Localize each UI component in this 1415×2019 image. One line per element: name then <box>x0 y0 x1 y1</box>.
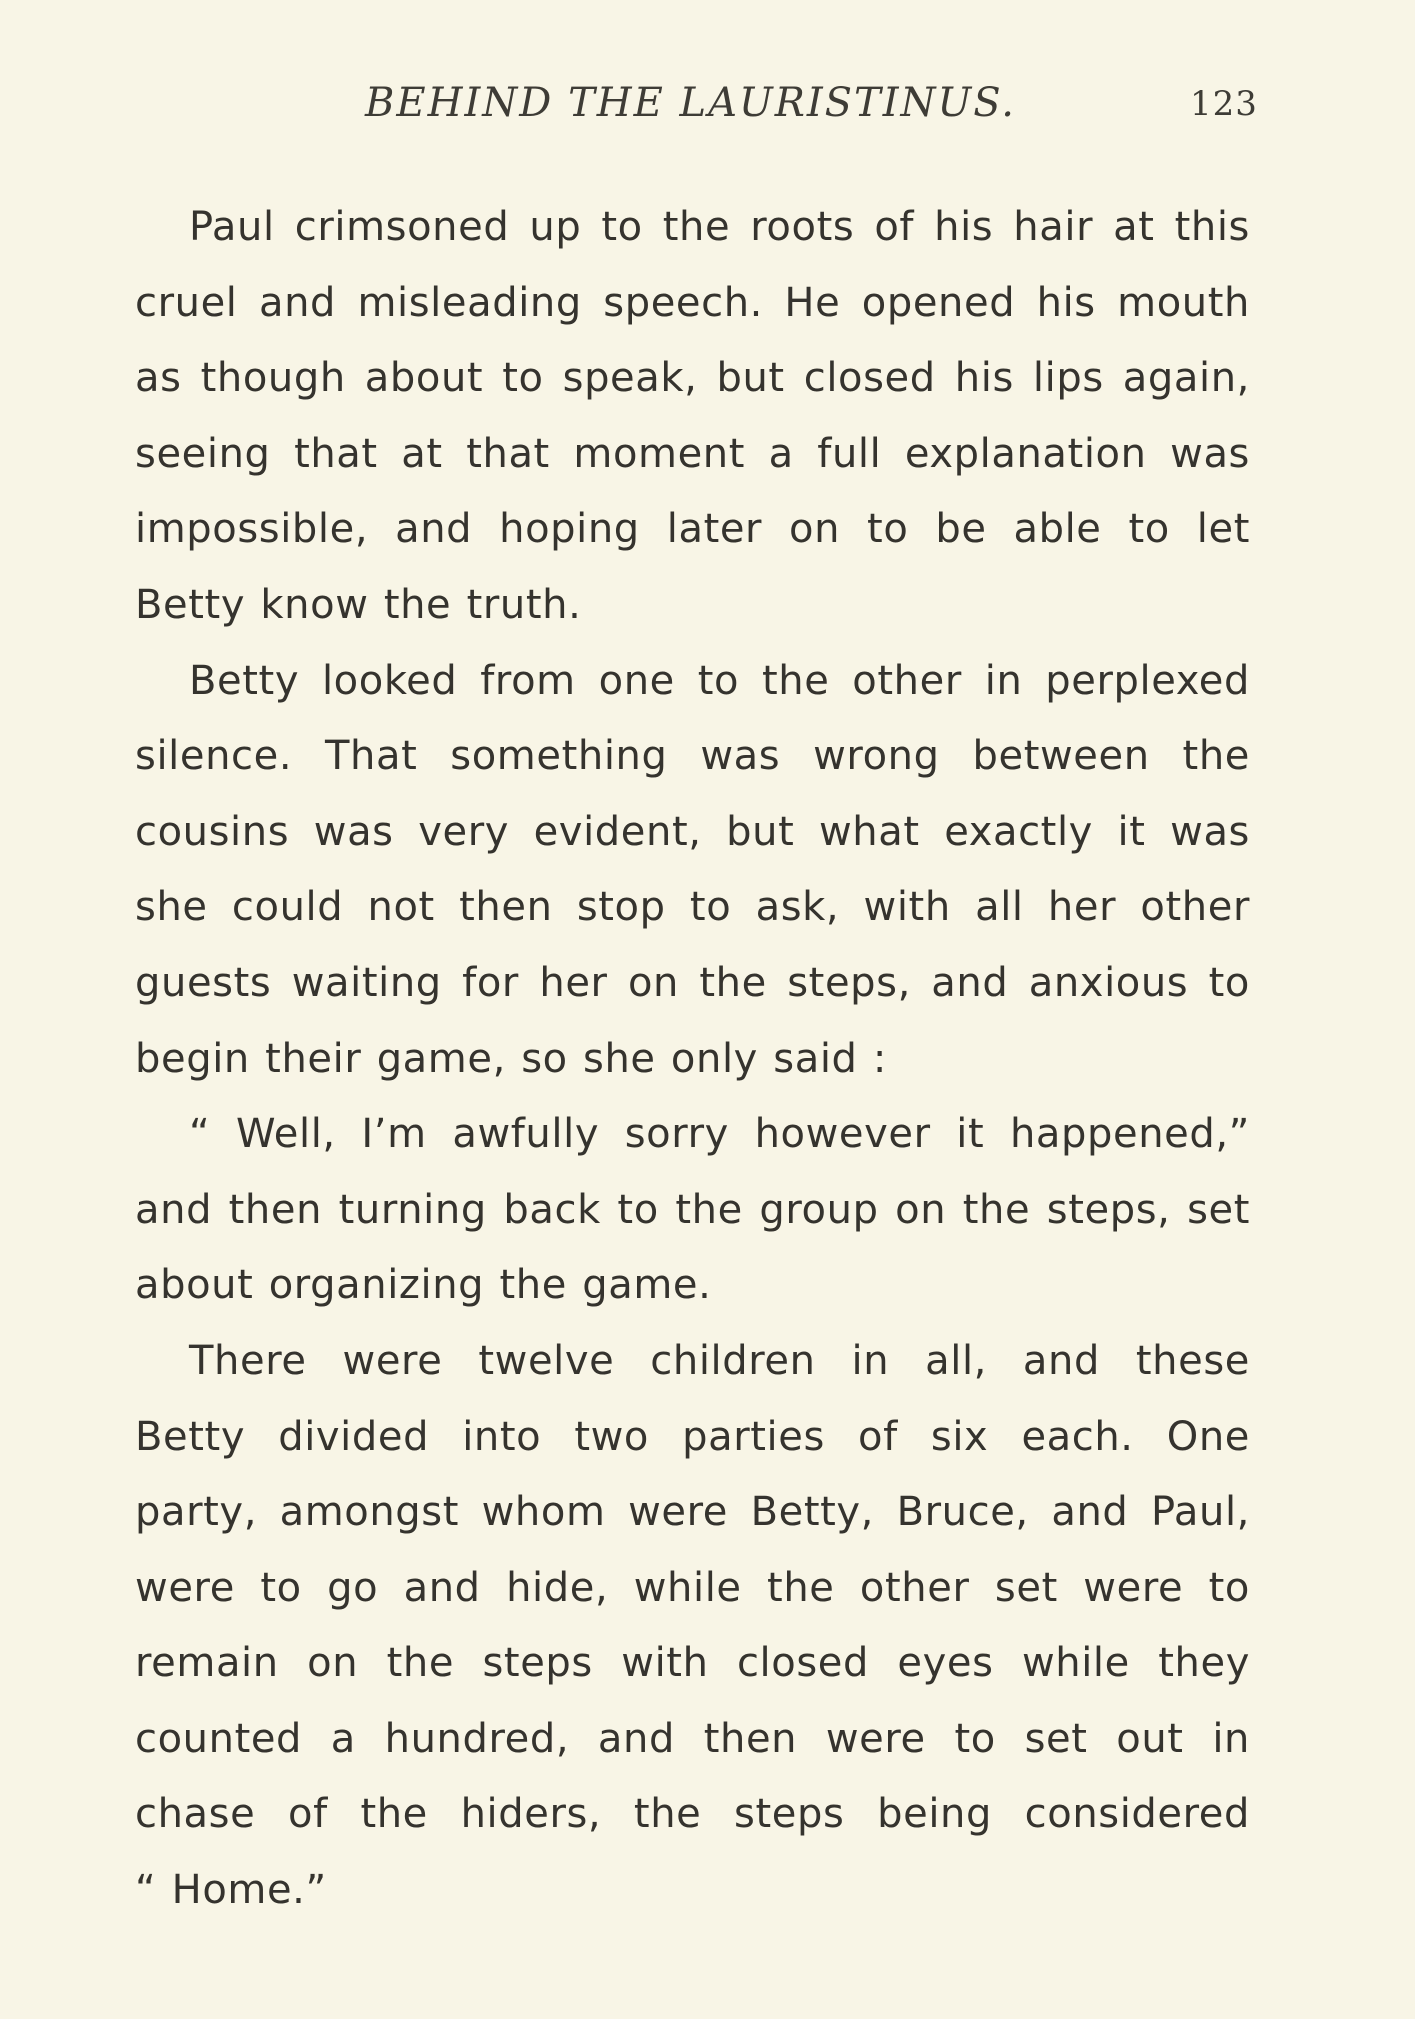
text-line: begin their game, so she only said : <box>135 1035 887 1082</box>
text-line: were to go and hide, while the other set were to <box>135 1564 1250 1611</box>
text-line: Betty looked from one to the other in perplexed <box>189 657 1250 704</box>
text-line: Betty know the truth. <box>135 581 582 628</box>
text-line: Betty divided into two parties of six each. One <box>135 1413 1250 1460</box>
paragraph-2 <box>135 644 1250 1098</box>
text-line: party, amongst whom were Betty, Bruce, and Paul, <box>135 1489 1250 1536</box>
text-line: remain on the steps with closed eyes while they <box>135 1640 1250 1687</box>
text-line: about organizing the game. <box>135 1262 712 1309</box>
text-line: guests waiting for her on the steps, and anxious to <box>135 959 1250 1006</box>
paragraph-1 <box>135 190 1250 644</box>
text-line: There were twelve children in all, and these <box>189 1337 1250 1384</box>
text-line: “ Well, I’m awfully sorry however it happened,” <box>189 1111 1250 1158</box>
text-line: seeing that at that moment a full explanation was <box>135 430 1250 477</box>
text-line: “ Home.” <box>135 1867 327 1914</box>
running-title: BEHIND THE LAURISTINUS. <box>365 80 1016 126</box>
body-text <box>135 190 1250 1929</box>
text-line: cousins was very evident, but what exactly it was <box>135 808 1250 855</box>
text-line: as though about to speak, but closed his lips again, <box>135 355 1250 402</box>
text-line: impossible, and hoping later on to be able to let <box>135 506 1250 553</box>
paragraph-3 <box>135 1097 1250 1324</box>
paragraph-4 <box>135 1324 1250 1929</box>
running-header <box>0 80 1415 140</box>
text-line: Paul crimsoned up to the roots of his hair at this <box>189 204 1250 250</box>
text-line: cruel and misleading speech. He opened his mouth <box>135 279 1250 326</box>
text-line: chase of the hiders, the steps being considered <box>135 1791 1250 1838</box>
text-line: and then turning back to the group on the steps, set <box>135 1186 1250 1233</box>
text-line: she could not then stop to ask, with all her other <box>135 884 1250 931</box>
text-line: counted a hundred, and then were to set out in <box>135 1715 1250 1762</box>
text-line: silence. That something was wrong between the <box>135 733 1250 780</box>
page-number: 123 <box>1190 84 1258 124</box>
